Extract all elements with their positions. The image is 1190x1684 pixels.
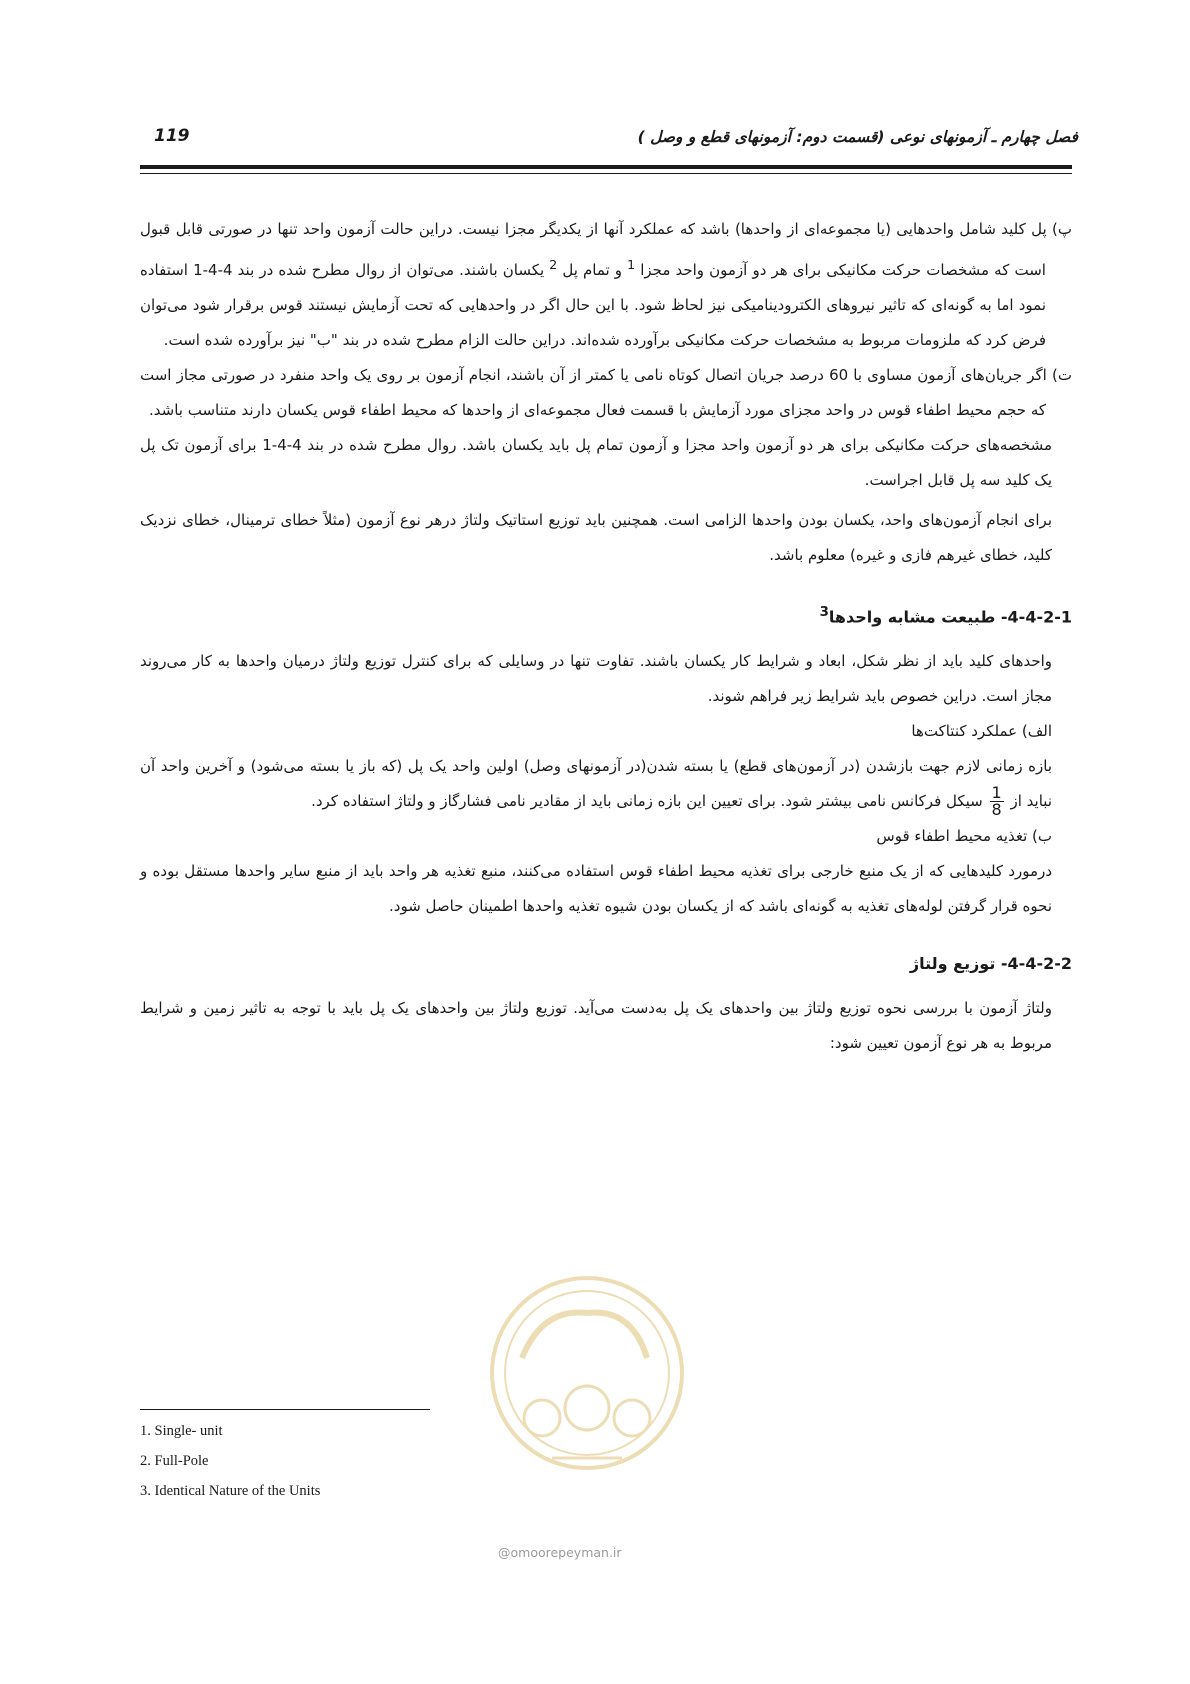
subheading: ب) تغذیه محیط اطفاء قوس [876, 827, 1052, 846]
footnote-ref: 2 [549, 257, 558, 272]
footnote-ref: 1 [627, 257, 636, 272]
paragraph: برای انجام آزمون‌های واحد، یکسان بودن واحدها الزامی است. همچنین باید توزیع استاتیک ولتاژ درهر نوع آزمون (مثلاً خطای ترمینال، خطای نزدیک کلید، خطای غیرهم فازی و غیره) معلوم باشد. [140, 511, 1052, 564]
section-heading: 4-4-2-2- توزیع ولتاژ [909, 954, 1072, 974]
header-rule-thick [140, 165, 1072, 169]
item-text: یکسان باشند. می‌توان از روال مطرح شده در بند 4-4-1 استفاده نمود اما به گونه‌ای که تاثیر نیروهای الکترودینامیکی نیز لحاظ شود. با این حال اگر در واحدهایی که تحت آزمایش نیستند قوس برقرار شود می‌توان فرض کرد که ملزومات مربوط به مشخصات حرکت مکانیکی برآورده شده‌اند. دراین حالت الزام مطرح شده در بند "ب" نیز برآورده شده است. [140, 261, 1046, 349]
paragraph: واحدهای کلید باید از نظر شکل، ابعاد و شرایط کار یکسان باشند. تفاوت تنها در وسایلی که برای کنترل توزیع ولتاژ درمیان واحدها به کار می‌روند مجاز است. دراین خصوص باید شرایط زیر فراهم شوند. [140, 652, 1052, 706]
item-text: اگر جریان‌های آزمون مساوی با 60 درصد جریان اتصال کوتاه نامی یا کمتر از آن باشند، انجام آزمون بر روی یک واحد منفرد در صورتی مجاز است که حجم محیط اطفاء قوس در واحد مجزای مورد آزمایش با قسمت فعال مجموعه‌ای از واحدها که محیط اطفاء قوس یکسان دارند متناسب باشد. [140, 366, 1047, 419]
footnote: 3. Identical Nature of the Units [140, 1483, 321, 1499]
footnote-ref: 3 [819, 605, 829, 620]
paragraph-text: سیکل فرکانس نامی بیشتر شود. برای تعیین این بازه زمانی باید از مقادیر نامی فشارگاز و ولتاژ استفاده کرد. [311, 792, 983, 811]
footnote-rule [140, 1409, 430, 1410]
paragraph: مشخصه‌های حرکت مکانیکی برای هر دو آزمون واحد مجزا و آزمون تمام پل باید یکسان باشد. روال مطرح شده در بند 4-4-1 برای آزمون تک پل یک کلید سه پل قابل اجراست. [140, 436, 1053, 489]
fraction [990, 785, 1004, 818]
item-label: ت) [1052, 366, 1072, 384]
watermark-url: @omoorepeyman.ir [498, 1545, 622, 1560]
heading-text: 4-4-2-1- طبیعت مشابه واحدها [828, 607, 1072, 627]
watermark-logo [482, 1268, 692, 1528]
fraction-numerator: 1 [991, 783, 1002, 803]
section-heading [140, 595, 1072, 634]
subheading: الف) عملکرد کنتاکت‌ها [911, 722, 1052, 741]
body-text [140, 212, 1072, 1061]
page-number: 119 [154, 126, 190, 146]
running-header-title: فصل چهارم ـ آزمونهای نوعی (قسمت دوم: آزمونهای قطع و وصل ) [637, 128, 1078, 146]
list-item-t [140, 358, 1072, 428]
paragraph: ولتاژ آزمون با بررسی نحوه توزیع ولتاژ بین واحدهای یک پل به‌دست می‌آید. توزیع ولتاژ بین واحدهای یک پل باید با توجه به تاثیر زمین و شرایط مربوط به هر نوع آزمون تعیین شود: [140, 999, 1052, 1053]
paragraph [140, 749, 1072, 819]
fraction-denominator: 8 [991, 800, 1002, 820]
item-text: و تمام پل [562, 261, 623, 279]
paragraph-text: بازه زمانی لازم جهت بازشدن (در آزمون‌های قطع) یا بسته شدن(در آزمونهای وصل) اولین واحد یک پل (که باز یا بسته می‌شود) و آخرین واحد آن نباید از [140, 757, 1052, 811]
item-label: پ) [1052, 220, 1072, 238]
header-rule-thin [140, 173, 1072, 174]
item-text: پل کلید شامل واحدهایی (یا مجموعه‌ای از واحدها) باشد که عملکرد آنها از یکدیگر مجزا نیست. دراین حالت آزمون واحد تنها در صورتی قابل قبول است که مشخصات حرکت مکانیکی برای هر دو آزمون واحد مجزا [140, 220, 1047, 279]
footnote: 2. Full-Pole [140, 1453, 209, 1469]
footnote: 1. Single- unit [140, 1423, 223, 1439]
paragraph: درمورد کلیدهایی که از یک منبع خارجی برای تغذیه محیط اطفاء قوس استفاده می‌کنند، منبع تغذیه هر واحد باید از منبع سایر واحدها مستقل بوده و نحوه قرار گرفتن لوله‌های تغذیه به گونه‌ای باشد که از یکسان بودن شیوه تغذیه واحدها اطمینان حاصل شود. [140, 862, 1052, 916]
list-item-p [140, 212, 1072, 358]
footnotes [140, 1416, 320, 1506]
